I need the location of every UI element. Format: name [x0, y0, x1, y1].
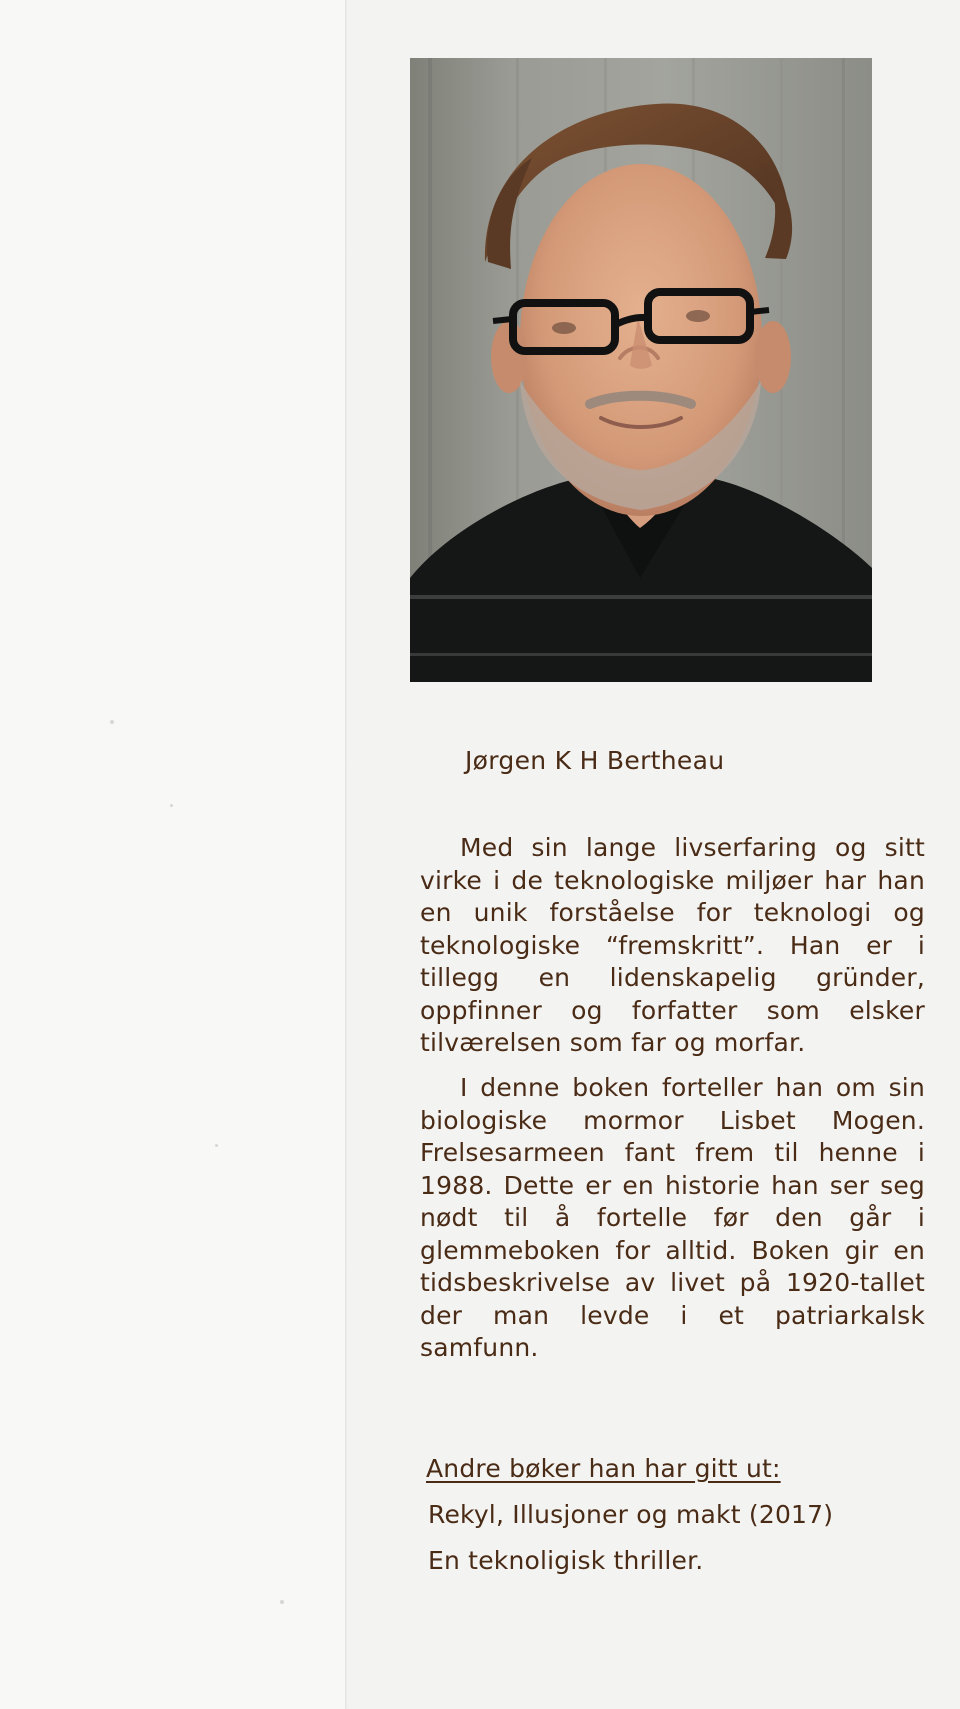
book-title: Rekyl, Illusjoner og makt (2017): [428, 1500, 834, 1529]
paper-speck: [280, 1600, 284, 1604]
paper-speck: [170, 804, 173, 807]
other-books-heading: Andre bøker han har gitt ut:: [426, 1454, 781, 1483]
book-description: En teknoligisk thriller.: [428, 1546, 704, 1575]
left-page-panel: [0, 0, 345, 1709]
author-name: Jørgen K H Bertheau: [465, 746, 725, 775]
bio-paragraph-1: Med sin lange livserfaring og sitt virke i de teknologiske miljøer har han en unik forståelse for teknologi og teknologiske “fremskritt”. Han er i tillegg en lidenskapelig gründer, oppfinner og forfatter som elsker tilværelsen som far og morfar.: [420, 833, 925, 1057]
paper-speck: [215, 1144, 218, 1147]
bio-paragraph-2: I denne boken forteller han om sin biologiske mormor Lisbet Mogen. Frelsesarmeen fant frem til henne i 1988. Dette er en historie han ser seg nødt til å fortelle før den går i glemmeboken for alltid. Boken gir en tidsbeskrivelse av livet på 1920-tallet der man levde i et patriarkalsk samfunn.: [420, 1073, 925, 1362]
paper-speck: [110, 720, 114, 724]
author-photo: [410, 58, 872, 682]
